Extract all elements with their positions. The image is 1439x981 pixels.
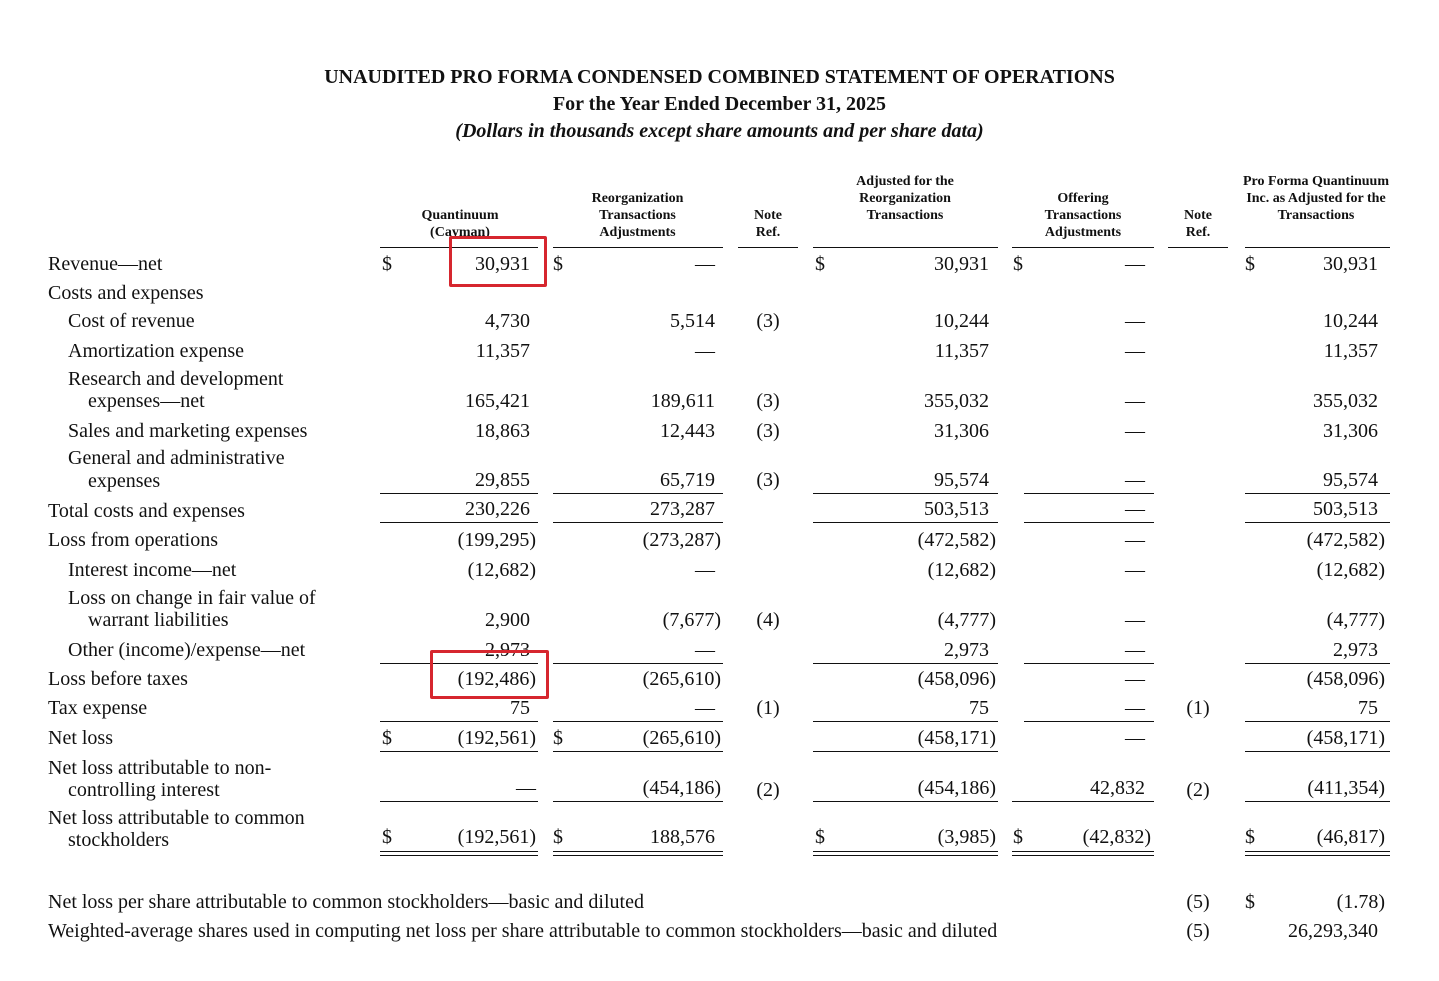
row-label-amortization: Amortization expense xyxy=(68,340,245,362)
subtotal-rule xyxy=(380,751,538,752)
col-header-reorg-adjustments: Reorganization Transactions Adjustments xyxy=(591,191,684,240)
cell-common-c1: (192,561) xyxy=(457,826,536,848)
cell-rnd-c1: 165,421 xyxy=(465,390,530,412)
cell-interest-c7: (12,682) xyxy=(1316,559,1385,581)
total-rule xyxy=(380,522,538,523)
total-rule xyxy=(813,522,998,523)
shares-note: (5) xyxy=(1186,920,1210,942)
total-rule xyxy=(1245,522,1390,523)
row-label-total: Total costs and expenses xyxy=(48,500,245,522)
cell-ga-c5: — xyxy=(1125,469,1145,491)
header-rule xyxy=(813,247,998,248)
cell-loss-ops-c4: (472,582) xyxy=(917,529,996,551)
subtotal-rule xyxy=(380,721,538,722)
cell-revenue-c1: 30,931 xyxy=(475,253,530,275)
cell-cost-rev-c7: 10,244 xyxy=(1323,310,1378,332)
subtotal-rule xyxy=(813,751,998,752)
cell-warrant-c2: (7,677) xyxy=(662,609,721,631)
cell-warrant-c1: 2,900 xyxy=(485,609,530,631)
cell-nci-c2: (454,186) xyxy=(642,777,721,799)
cell-cost-rev-c2: 5,514 xyxy=(670,310,715,332)
double-rule xyxy=(1012,851,1154,856)
header-rule xyxy=(1245,247,1390,248)
currency-symbol: $ xyxy=(1245,253,1255,275)
cell-other-c7: 2,973 xyxy=(1333,639,1378,661)
currency-symbol: $ xyxy=(553,727,563,749)
header-rule xyxy=(1168,247,1228,248)
cell-nci-c4: (454,186) xyxy=(917,777,996,799)
cell-amort-c7: 11,357 xyxy=(1323,340,1378,362)
cell-loss-ops-c2: (273,287) xyxy=(642,529,721,551)
cell-rnd-c5: — xyxy=(1125,390,1145,412)
note-tax-2: (1) xyxy=(1186,697,1210,719)
cell-revenue-c5: — xyxy=(1125,253,1145,275)
cell-nci-c5: 42,832 xyxy=(1090,777,1145,799)
cell-common-c4: (3,985) xyxy=(937,826,996,848)
subtotal-rule xyxy=(1024,663,1154,664)
cell-rnd-c2: 189,611 xyxy=(650,390,715,412)
cell-loss-ops-c7: (472,582) xyxy=(1306,529,1385,551)
note-sales: (3) xyxy=(756,420,780,442)
subtotal-rule xyxy=(1245,663,1390,664)
cell-net-loss-c7: (458,171) xyxy=(1306,727,1385,749)
cell-ga-c2: 65,719 xyxy=(660,469,715,491)
shares-label: Weighted-average shares used in computing net loss per share attributable to common stockholders—basic and diluted xyxy=(48,920,998,942)
cell-before-tax-c4: (458,096) xyxy=(917,668,996,690)
cell-other-c5: — xyxy=(1125,639,1145,661)
note-ga: (3) xyxy=(756,469,780,491)
eps-value: (1.78) xyxy=(1336,891,1385,913)
subtotal-rule xyxy=(553,721,723,722)
double-rule xyxy=(380,851,538,856)
double-rule xyxy=(553,851,723,856)
cell-cost-rev-c1: 4,730 xyxy=(485,310,530,332)
cell-cost-rev-c5: — xyxy=(1125,310,1145,332)
cell-loss-ops-c5: — xyxy=(1125,529,1145,551)
eps-note: (5) xyxy=(1186,891,1210,913)
cell-rnd-c7: 355,032 xyxy=(1313,390,1378,412)
currency-symbol: $ xyxy=(815,253,825,275)
subtotal-rule xyxy=(1245,493,1390,494)
cell-ga-c7: 95,574 xyxy=(1323,469,1378,491)
cell-interest-c5: — xyxy=(1125,559,1145,581)
cell-cost-rev-c4: 10,244 xyxy=(934,310,989,332)
cell-other-c2: — xyxy=(695,639,715,661)
cell-tax-c5: — xyxy=(1125,697,1145,719)
cell-revenue-c2: — xyxy=(695,253,715,275)
cell-before-tax-c1: (192,486) xyxy=(457,668,536,690)
cell-nci-c1: — xyxy=(516,777,536,799)
cell-amort-c2: — xyxy=(695,340,715,362)
row-label-loss-ops: Loss from operations xyxy=(48,529,218,551)
cell-revenue-c7: 30,931 xyxy=(1323,253,1378,275)
cell-nci-c7: (411,354) xyxy=(1307,777,1385,799)
cell-net-loss-c2: (265,610) xyxy=(642,727,721,749)
cell-net-loss-c5: — xyxy=(1125,727,1145,749)
col-header-note-ref-1: Note Ref. xyxy=(754,208,782,240)
cell-tax-c1: 75 xyxy=(510,697,530,719)
subtotal-rule xyxy=(1245,801,1390,802)
note-cost-rev: (3) xyxy=(756,310,780,332)
statement-period: For the Year Ended December 31, 2025 xyxy=(552,93,887,115)
double-rule xyxy=(1245,851,1390,856)
currency-symbol: $ xyxy=(815,826,825,848)
cell-total-c2: 273,287 xyxy=(650,498,715,520)
subtotal-rule xyxy=(553,751,723,752)
cell-loss-ops-c1: (199,295) xyxy=(457,529,536,551)
subtotal-rule xyxy=(1245,721,1390,722)
note-tax-1: (1) xyxy=(756,697,780,719)
cell-sales-c2: 12,443 xyxy=(660,420,715,442)
highlight-box-loss-before-taxes xyxy=(430,650,549,699)
cell-tax-c7: 75 xyxy=(1358,697,1378,719)
col-header-adjusted-reorg: Adjusted for the Reorganization Transactions xyxy=(856,174,954,223)
row-label-nci: Net loss attributable to non- xyxy=(48,757,272,779)
currency-symbol: $ xyxy=(553,826,563,848)
highlight-box-revenue xyxy=(449,236,547,287)
cell-other-c1: 2,973 xyxy=(485,639,530,661)
currency-symbol: $ xyxy=(382,727,392,749)
cell-warrant-c7: (4,777) xyxy=(1326,609,1385,631)
cell-common-c5: (42,832) xyxy=(1082,826,1151,848)
row-label-net-loss: Net loss xyxy=(48,727,113,749)
subtotal-rule xyxy=(1024,721,1154,722)
subtotal-rule xyxy=(813,493,998,494)
row-label-warrant-cont: warrant liabilities xyxy=(88,609,229,631)
row-label-other: Other (income)/expense—net xyxy=(68,639,306,661)
cell-tax-c4: 75 xyxy=(969,697,989,719)
row-label-tax: Tax expense xyxy=(48,697,148,719)
cell-amort-c1: 11,357 xyxy=(475,340,530,362)
subtotal-rule xyxy=(1245,751,1390,752)
note-nci-1: (2) xyxy=(756,779,780,801)
statement-units-note: (Dollars in thousands except share amounts and per share data) xyxy=(455,120,984,142)
row-label-revenue: Revenue—net xyxy=(48,253,163,275)
currency-symbol: $ xyxy=(1245,891,1255,913)
eps-label: Net loss per share attributable to common stockholders—basic and diluted xyxy=(48,891,644,913)
cell-total-c5: — xyxy=(1125,498,1145,520)
cell-interest-c2: — xyxy=(695,559,715,581)
col-header-quantinuum-cayman: Quantinuum (Cayman) xyxy=(421,208,499,240)
note-nci-2: (2) xyxy=(1186,779,1210,801)
currency-symbol: $ xyxy=(553,253,563,275)
row-label-nci-cont: controlling interest xyxy=(68,779,220,801)
subtotal-rule xyxy=(380,801,538,802)
subtotal-rule xyxy=(813,721,998,722)
statement-title: UNAUDITED PRO FORMA CONDENSED COMBINED STATEMENT OF OPERATIONS xyxy=(324,66,1115,88)
cell-before-tax-c5: — xyxy=(1125,668,1145,690)
subtotal-rule xyxy=(1024,493,1154,494)
subtotal-rule xyxy=(553,663,723,664)
currency-symbol: $ xyxy=(1013,826,1023,848)
row-label-common: Net loss attributable to common xyxy=(48,807,305,829)
row-label-rnd: Research and development xyxy=(68,368,284,390)
row-label-costs: Costs and expenses xyxy=(48,282,204,304)
cell-rnd-c4: 355,032 xyxy=(924,390,989,412)
cell-amort-c4: 11,357 xyxy=(934,340,989,362)
cell-net-loss-c4: (458,171) xyxy=(917,727,996,749)
subtotal-rule xyxy=(553,493,723,494)
row-label-interest: Interest income—net xyxy=(68,559,237,581)
cell-total-c7: 503,513 xyxy=(1313,498,1378,520)
col-header-pro-forma: Pro Forma Quantinuum Inc. as Adjusted for the Transactions xyxy=(1243,174,1389,223)
cell-amort-c5: — xyxy=(1125,340,1145,362)
subtotal-rule xyxy=(813,801,998,802)
subtotal-rule xyxy=(553,801,723,802)
row-label-common-cont: stockholders xyxy=(68,829,170,851)
row-label-ga-cont: expenses xyxy=(88,470,161,492)
cell-interest-c1: (12,682) xyxy=(467,559,536,581)
header-rule xyxy=(738,247,798,248)
statement-header xyxy=(0,64,1439,145)
cell-sales-c4: 31,306 xyxy=(934,420,989,442)
currency-symbol: $ xyxy=(1013,253,1023,275)
cell-total-c1: 230,226 xyxy=(465,498,530,520)
cell-tax-c2: — xyxy=(695,697,715,719)
cell-before-tax-c2: (265,610) xyxy=(642,668,721,690)
subtotal-rule xyxy=(1012,801,1154,802)
row-label-ga: General and administrative xyxy=(68,447,285,469)
cell-sales-c7: 31,306 xyxy=(1323,420,1378,442)
col-header-offering-adjustments: Offering Transactions Adjustments xyxy=(1044,191,1122,240)
subtotal-rule xyxy=(813,663,998,664)
cell-sales-c1: 18,863 xyxy=(475,420,530,442)
note-rnd: (3) xyxy=(756,390,780,412)
row-label-warrant: Loss on change in fair value of xyxy=(68,587,316,609)
total-rule xyxy=(553,522,723,523)
cell-before-tax-c7: (458,096) xyxy=(1306,668,1385,690)
cell-total-c4: 503,513 xyxy=(924,498,989,520)
note-warrant: (4) xyxy=(756,609,780,631)
row-label-sales: Sales and marketing expenses xyxy=(68,420,308,442)
cell-other-c4: 2,973 xyxy=(944,639,989,661)
subtotal-rule xyxy=(380,493,538,494)
cell-interest-c4: (12,682) xyxy=(927,559,996,581)
cell-ga-c1: 29,855 xyxy=(475,469,530,491)
currency-symbol: $ xyxy=(1245,826,1255,848)
shares-value: 26,293,340 xyxy=(1288,920,1378,942)
cell-ga-c4: 95,574 xyxy=(934,469,989,491)
cell-warrant-c4: (4,777) xyxy=(937,609,996,631)
cell-sales-c5: — xyxy=(1125,420,1145,442)
cell-common-c7: (46,817) xyxy=(1316,826,1385,848)
double-rule xyxy=(813,851,998,856)
currency-symbol: $ xyxy=(382,826,392,848)
col-header-note-ref-2: Note Ref. xyxy=(1184,208,1212,240)
row-label-rnd-cont: expenses—net xyxy=(88,390,205,412)
row-label-cost-of-revenue: Cost of revenue xyxy=(68,310,195,332)
cell-revenue-c4: 30,931 xyxy=(934,253,989,275)
row-label-loss-before-taxes: Loss before taxes xyxy=(48,668,188,690)
header-rule xyxy=(1012,247,1154,248)
cell-warrant-c5: — xyxy=(1125,609,1145,631)
cell-common-c2: 188,576 xyxy=(650,826,715,848)
total-rule xyxy=(1024,522,1154,523)
cell-net-loss-c1: (192,561) xyxy=(457,727,536,749)
header-rule xyxy=(553,247,723,248)
currency-symbol: $ xyxy=(382,253,392,275)
